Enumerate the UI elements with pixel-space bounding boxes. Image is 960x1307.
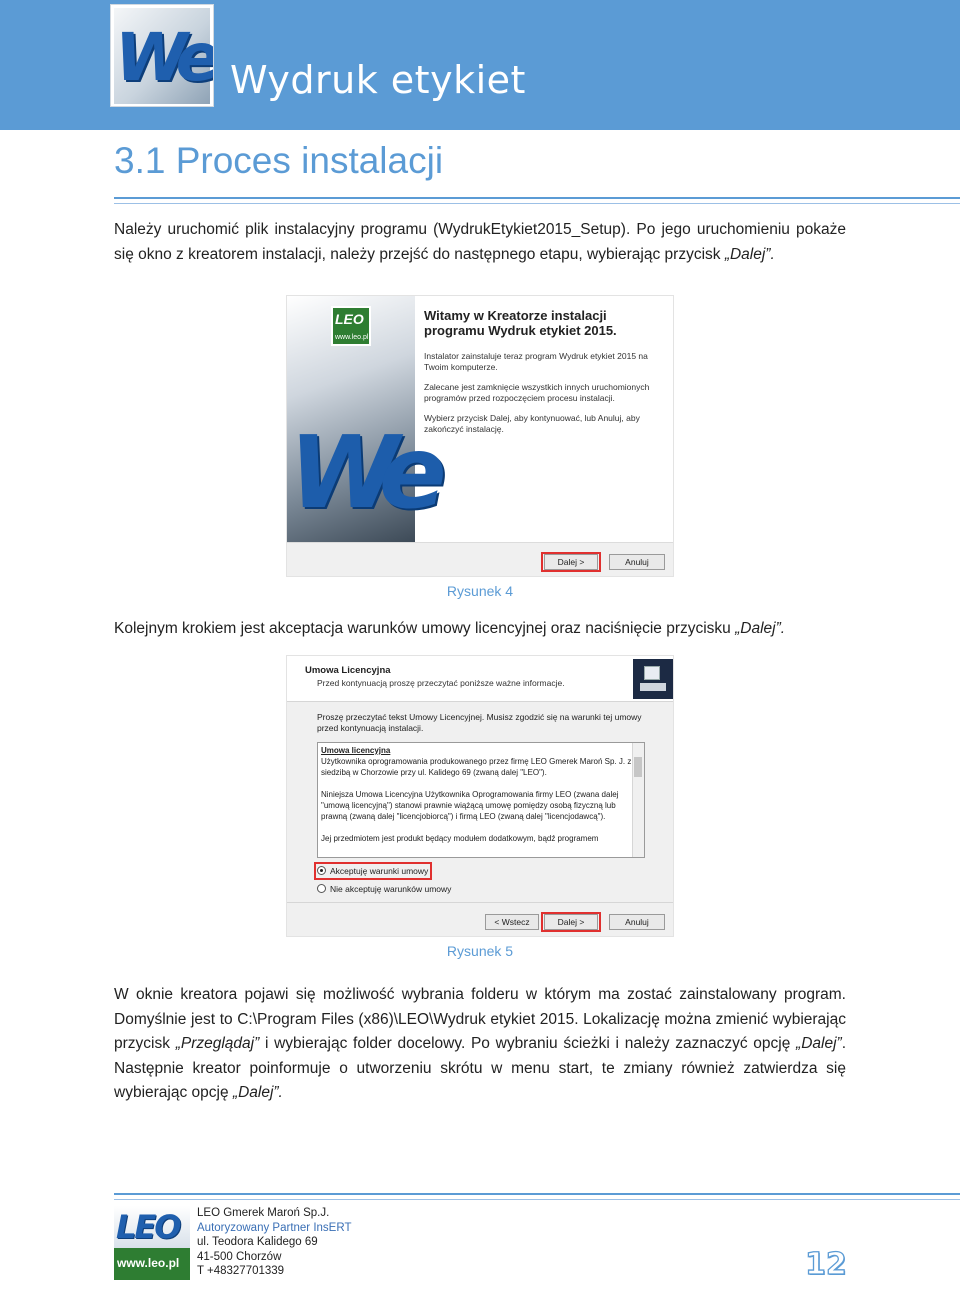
paragraph-text: i wybierając folder docelowy. Po wybraniu ścieżki i należy zaznaczyć opcję bbox=[259, 1035, 797, 1052]
heading-divider bbox=[114, 197, 960, 199]
cancel-button[interactable]: Anuluj bbox=[609, 554, 665, 570]
license-header bbox=[287, 656, 674, 702]
license-agreement-screenshot bbox=[286, 655, 674, 937]
page-number: 12 bbox=[805, 1247, 847, 1282]
license-paragraph-3: Jej przedmiotem jest produkt będący modułem dodatkowym, bądź programem bbox=[321, 834, 599, 843]
radio-unselected-icon bbox=[317, 884, 326, 893]
radio-decline[interactable] bbox=[317, 884, 451, 894]
company-name: LEO Gmerek Maroń Sp.J. bbox=[197, 1207, 330, 1219]
radio-accept[interactable] bbox=[317, 866, 428, 876]
installer-text-1: Instalator zainstaluje teraz program Wydruk etykiet 2015 na Twoim komputerze. bbox=[424, 351, 648, 372]
paragraph-text: Kolejnym krokiem jest akceptacja warunków umowy licencyjnej oraz naciśnięcie przycisku bbox=[114, 620, 736, 637]
leo-badge bbox=[331, 306, 371, 346]
footer-divider-thin bbox=[114, 1199, 960, 1200]
section-heading: 3.1 Proces instalacji bbox=[114, 140, 444, 181]
installer-welcome-screenshot bbox=[286, 295, 674, 577]
installer-side-banner bbox=[287, 296, 433, 542]
radio-selected-icon bbox=[317, 866, 326, 875]
company-phone: T +48327701339 bbox=[197, 1265, 285, 1278]
radio-decline-label: Nie akceptuję warunków umowy bbox=[330, 884, 452, 894]
we-logo-text: We bbox=[115, 19, 213, 96]
installer-text-3: Wybierz przycisk Dalej, aby kontynuować, lub Anuluj, aby zakończyć instalację. bbox=[424, 413, 640, 434]
license-intro: Proszę przeczytać tekst Umowy Licencyjnej. Musisz zgodzić się na warunki tej umowy przed kontynuacją instalacji. bbox=[317, 712, 642, 733]
company-city: 41-500 Chorzów bbox=[197, 1250, 282, 1263]
installer-text-2: Zalecane jest zamknięcie wszystkich innych uruchomionych programów przed rozpoczęciem procesu instalacji. bbox=[424, 382, 650, 403]
next-button[interactable]: Dalej > bbox=[544, 554, 598, 570]
next-button[interactable]: Dalej > bbox=[544, 914, 598, 930]
company-info bbox=[197, 1206, 351, 1279]
header-band bbox=[0, 0, 960, 130]
license-paragraph-1: Użytkownika oprogramowania produkowanego przez firmę LEO Gmerek Maroń Sp. J. z siedzibą w Chorzowie przy ul. Kalidego 69 (zwaną dalej "LEO"). bbox=[321, 757, 632, 777]
partner-label: Autoryzowany Partner InsERT bbox=[197, 1221, 352, 1234]
installer-welcome-title: Witamy w Kreatorze instalacji programu Wydruk etykiet 2015. bbox=[424, 308, 617, 338]
paragraph-text: Należy uruchomić plik instalacyjny programu (WydrukEtykiet2015_Setup). Po jego uruchomieniu pokaże się okno z kreatorem instalacji, należy przejść do następnego etapu, wybierając przycisk bbox=[114, 221, 846, 263]
dalej-ref: „Dalej” bbox=[796, 1035, 842, 1052]
license-scrollbar[interactable] bbox=[632, 743, 644, 857]
paragraph-intro bbox=[114, 218, 846, 267]
scrollbar-thumb[interactable] bbox=[634, 757, 642, 777]
back-button[interactable]: < Wstecz bbox=[485, 914, 539, 930]
we-logo bbox=[110, 4, 214, 107]
footer-separator bbox=[287, 902, 674, 903]
license-subtitle: Przed kontynuacją proszę przeczytać poniższe ważne informacje. bbox=[317, 678, 565, 688]
leo-logo-url: www.leo.pl bbox=[117, 1256, 180, 1270]
leo-logo bbox=[114, 1206, 190, 1280]
company-street: ul. Teodora Kalidego 69 bbox=[197, 1236, 318, 1249]
cancel-button[interactable]: Anuluj bbox=[609, 914, 665, 930]
paragraph-folder bbox=[114, 983, 846, 1106]
computer-icon bbox=[633, 659, 673, 699]
footer-divider bbox=[114, 1193, 960, 1195]
leo-logo-text: LEO bbox=[116, 1208, 180, 1246]
paragraph-license bbox=[114, 617, 846, 642]
figure-caption-4: Rysunek 4 bbox=[446, 583, 514, 599]
figure-caption-5: Rysunek 5 bbox=[446, 943, 514, 959]
installer-footer bbox=[287, 542, 674, 577]
paragraph-text: . Następnie kreator poinformuje o utworzeniu skrótu w menu start, te zmiany również zatwierdza się wybierając opcję bbox=[114, 1035, 846, 1101]
leo-badge-text: LEO bbox=[335, 311, 364, 327]
license-title: Umowa Licencyjna bbox=[305, 665, 391, 676]
we-banner-logo: We bbox=[289, 414, 433, 531]
dalej-ref: „Dalej”. bbox=[232, 1084, 283, 1101]
heading-divider-thin bbox=[114, 203, 960, 204]
license-heading: Umowa licencyjna bbox=[321, 746, 391, 755]
dalej-ref: „Dalej”. bbox=[724, 245, 775, 263]
przegladaj-ref: „Przeglądaj” bbox=[175, 1035, 260, 1052]
leo-badge-url: www.leo.pl bbox=[335, 334, 369, 341]
license-text-box[interactable] bbox=[317, 742, 645, 858]
dalej-ref: „Dalej”. bbox=[735, 620, 786, 637]
license-paragraph-2: Niniejsza Umowa Licencyjna Użytkownika Oprogramowania firmy LEO (zwana dalej "umową licencyjną") stanowi prawnie wiążącą umowę pomiędzy osobą fizyczną lub prawną (zwaną dalej "licencjobiorcą") i firmą LEO (zwaną dalej "licencjodawcą"). bbox=[321, 790, 619, 821]
radio-accept-label: Akceptuję warunki umowy bbox=[330, 866, 429, 876]
header-title: Wydruk etykiet bbox=[230, 58, 526, 102]
paragraph-text: W oknie kreatora pojawi się możliwość wybrania folderu w którym ma zostać zainstalowany program. Domyślnie jest to C:\Program Files (x86)\LEO\Wydruk etykiet 2015. Lokalizację można zmienić wybierając przycisk bbox=[114, 986, 846, 1052]
